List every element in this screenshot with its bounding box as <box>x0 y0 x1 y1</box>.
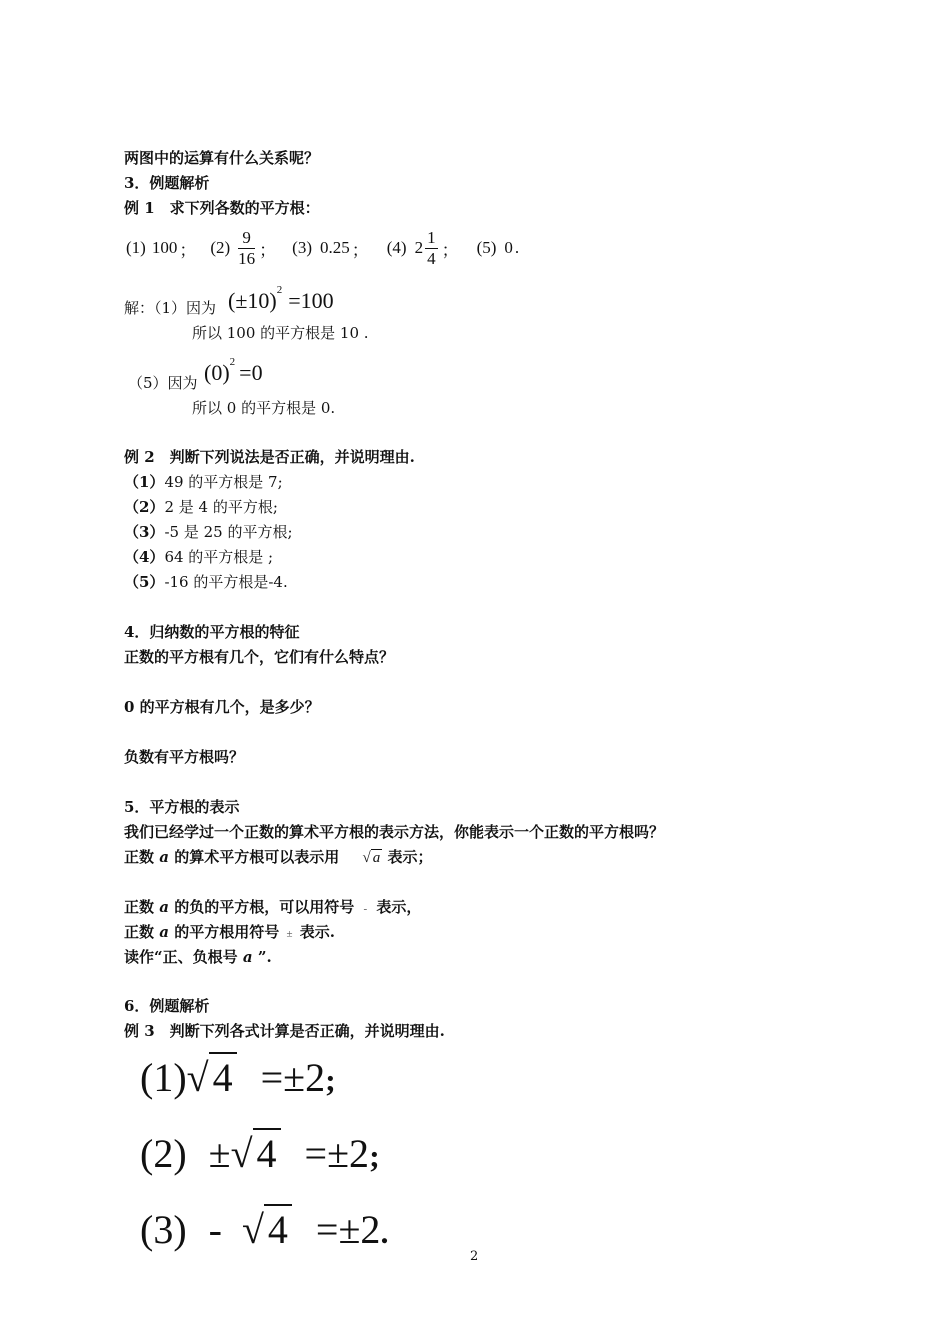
example-2-item-4 <box>124 546 273 567</box>
equation-2-sqrt: √ 4 <box>231 1128 281 1177</box>
item-1-label: (1) <box>126 238 146 257</box>
solution-5-label: （5）因为 <box>128 374 198 392</box>
example-2-item-5 <box>124 571 288 592</box>
item-5-label: (5) <box>476 238 497 257</box>
text-square-root-symbol: 的平方根用符号 <box>174 923 280 941</box>
minus-symbol: - <box>363 903 368 915</box>
item-2-numerator: 9 <box>238 228 255 249</box>
equation-2-rhs: =±2 <box>304 1131 370 1176</box>
equation-1 <box>140 1052 336 1101</box>
section-5-line-4 <box>124 921 335 942</box>
separator: ； <box>179 240 197 260</box>
section-5-line-2 <box>124 846 432 867</box>
item-label: （5） <box>124 573 165 591</box>
variable-a: a <box>159 848 169 866</box>
separator: ； <box>441 240 459 260</box>
item-2-label: (2) <box>210 238 231 257</box>
equation-2-plus-minus: ± <box>208 1131 231 1176</box>
example-3-title: 例 3 判断下列各式计算是否正确，并说明理由. <box>124 1022 445 1040</box>
item-2-denominator: 16 <box>238 248 256 268</box>
question-negative: 负数有平方根吗？ <box>124 748 245 766</box>
question-relation: 两图中的运算有什么关系呢？ <box>124 149 320 167</box>
equation-3-end: . <box>380 1214 389 1250</box>
page-number: 2 <box>470 1249 479 1264</box>
question-zero: 0 的平方根有几个，是多少？ <box>124 698 320 716</box>
item-3-label: (3) <box>292 238 312 257</box>
item-text: 64 的平方根是 ; <box>164 548 274 566</box>
equation-3-label: (3) <box>140 1207 187 1252</box>
sqrt-a-symbol: √ a <box>362 850 381 866</box>
text-read-as: 读作“正、负根号 <box>124 948 238 966</box>
section-5-line-3 <box>124 896 421 917</box>
item-1-value: 100 <box>151 238 178 257</box>
text-negative-root: 的负的平方根，可以用符号 <box>174 898 355 916</box>
text-positive-number: 正数 <box>124 848 155 866</box>
text-express: 表示； <box>387 848 433 866</box>
item-text: 49 的平方根是 7; <box>164 473 283 491</box>
item-4-whole: 2 <box>414 238 424 257</box>
solution-1-rhs: =100 <box>288 288 334 313</box>
solution-5-conclusion: 所以 0 的平方根是 0. <box>192 399 336 417</box>
section-4-heading: 4．归纳数的平方根的特征 <box>124 623 300 641</box>
solution-label: 解：（1）因为 <box>124 299 217 317</box>
item-text: 2 是 4 的平方根; <box>164 498 278 516</box>
item-text: -5 是 25 的平方根; <box>164 523 293 541</box>
equation-1-label: (1) <box>140 1055 187 1100</box>
section-5-line-5 <box>124 946 272 967</box>
solution-1-exponent: 2 <box>276 284 283 296</box>
item-3-value: 0.25 <box>319 238 350 257</box>
solution-5-base: (0) <box>204 360 230 385</box>
equation-3-rhs: =±2 <box>315 1207 381 1252</box>
text-express: 表示. <box>299 923 335 941</box>
solution-1-expression <box>228 284 334 314</box>
item-label: （4） <box>124 548 165 566</box>
solution-1-conclusion: 所以 100 的平方根是 10 . <box>192 324 369 342</box>
item-4-numerator: 1 <box>427 227 436 247</box>
item-label: （3） <box>124 523 165 541</box>
solution-5-rhs: =0 <box>239 360 263 385</box>
item-label: （2） <box>124 498 165 516</box>
variable-a: a <box>159 898 169 916</box>
example-2-item-1 <box>124 471 283 492</box>
equation-2-label: (2) <box>140 1131 187 1176</box>
text-express: 表示， <box>376 898 422 916</box>
section-5-line-1: 我们已经学过一个正数的算术平方根的表示方法，你能表示一个正数的平方根吗？ <box>124 823 665 841</box>
item-text: -16 的平方根是-4. <box>164 573 288 591</box>
equation-1-sqrt: √ 4 <box>187 1052 237 1101</box>
item-4-fraction <box>425 228 438 269</box>
equation-2-end: ; <box>369 1138 380 1174</box>
section-6-heading: 6．例题解析 <box>124 997 210 1015</box>
plus-minus-symbol: ± <box>286 928 293 940</box>
item-2-fraction <box>238 228 255 269</box>
separator: ； <box>351 240 369 260</box>
equation-1-rhs: =±2 <box>260 1055 326 1100</box>
item-4-label: (4) <box>386 238 407 257</box>
equation-3 <box>140 1204 388 1253</box>
example-1-items <box>126 226 519 270</box>
solution-5-expression <box>204 356 263 386</box>
equation-1-radicand: 4 <box>209 1052 237 1101</box>
text-arithmetic-root: 的算术平方根可以表示用 <box>174 848 340 866</box>
variable-a: a <box>159 923 169 941</box>
question-positive: 正数的平方根有几个，它们有什么特点？ <box>124 648 395 666</box>
radicand-a: a <box>372 850 381 866</box>
example-1-title: 例 1 求下列各数的平方根： <box>124 199 320 217</box>
item-5-value: 0 <box>504 238 513 257</box>
equation-3-minus: - <box>208 1207 222 1252</box>
equation-3-sqrt: √ 4 <box>242 1204 292 1253</box>
separator: ； <box>259 240 277 260</box>
section-5-heading: 5．平方根的表示 <box>124 798 240 816</box>
end-period: . <box>514 238 520 257</box>
example-2-item-3 <box>124 521 293 542</box>
variable-a: a <box>242 948 253 966</box>
item-label: （1） <box>124 473 165 491</box>
example-2-title: 例 2 判断下列说法是否正确，并说明理由. <box>124 448 415 466</box>
example-2-item-2 <box>124 496 278 517</box>
equation-3-radicand: 4 <box>264 1204 292 1253</box>
equation-1-end: ; <box>325 1062 336 1098</box>
item-4-denominator: 4 <box>427 248 436 268</box>
solution-5-exponent: 2 <box>229 356 236 368</box>
text-positive-number: 正数 <box>124 923 155 941</box>
solution-1-base: (±10) <box>228 288 277 313</box>
text-positive-number: 正数 <box>124 898 155 916</box>
section-3-heading: 3．例题解析 <box>124 174 210 192</box>
equation-2-radicand: 4 <box>253 1128 281 1177</box>
text-close-quote: ”. <box>257 948 272 966</box>
equation-2 <box>140 1128 380 1177</box>
